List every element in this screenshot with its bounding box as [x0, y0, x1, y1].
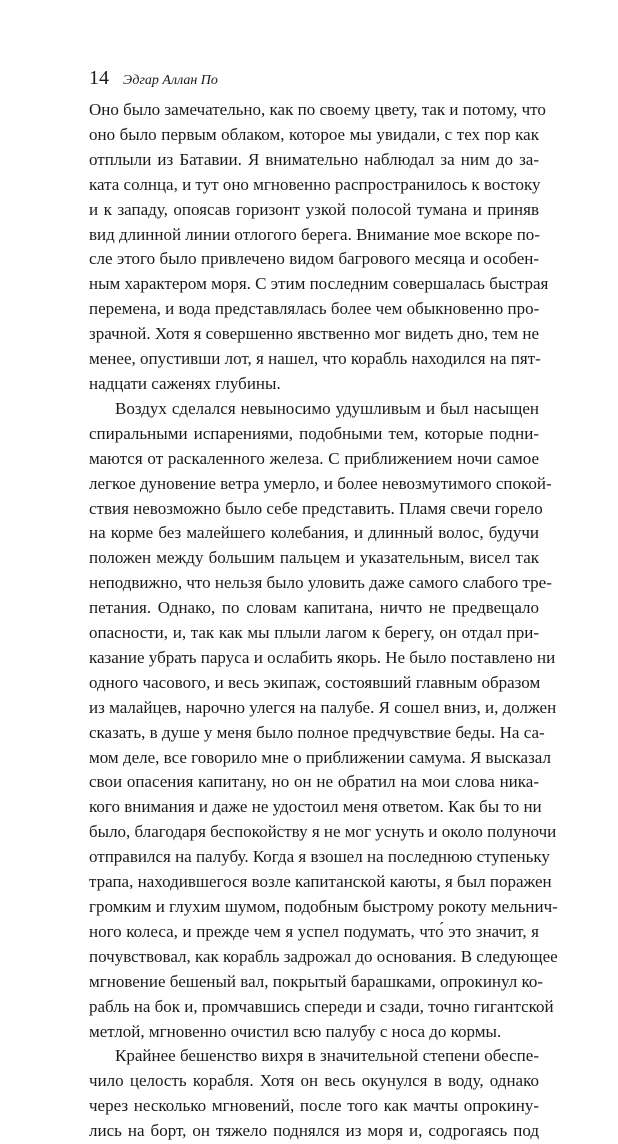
paragraph	[89, 1044, 539, 1144]
text-line: на корме без малейшего колебания, и длинный волос, будучи	[89, 523, 539, 543]
text-line: Воздух сделался невыносимо удушливым и был насыщен	[115, 398, 539, 418]
text-line: трапа, находившегося возле капитанской каюты, я был поражен	[89, 872, 552, 892]
text-line: сказать, в душе у меня было полное предчувствие беды. На са-	[89, 722, 545, 742]
text-line: отправился на палубу. Когда я взошел на последнюю ступеньку	[89, 847, 550, 867]
text-line: положен между большим пальцем и указательным, висел так	[89, 548, 539, 568]
text-line: метлой, мгновенно очистил всю палубу с носа до кормы.	[89, 1021, 502, 1041]
text-line: кого внимания и даже не удостоил меня ответом. Как бы то ни	[89, 797, 542, 817]
text-line: через несколько мгновений, после того как мачты опрокину-	[89, 1096, 539, 1116]
text-line: и к западу, опоясав горизонт узкой полосой тумана и приняв	[89, 199, 539, 219]
text-line: из малайцев, нарочно улегся на палубе. Я сошел вниз, и, должен	[89, 697, 557, 717]
text-line: отплыли из Батавии. Я внимательно наблюдал за ним до за-	[89, 149, 539, 169]
running-title: Эдгар Аллан По	[123, 73, 218, 88]
text-line: ствия невозможно было себе представить. Пламя свечи горело	[89, 498, 543, 518]
page-number: 14	[89, 67, 109, 89]
text-line: мом деле, все говорило мне о приближении самума. Я высказал	[89, 747, 551, 767]
text-line: было, благодаря беспокойству я не мог уснуть и около полуночи	[89, 822, 557, 842]
text-line: Оно было замечательно, как по своему цвету, так и потому, что	[89, 100, 546, 119]
text-line: ного колеса, и прежде чем я успел подумать, что́ это значит, я	[89, 921, 539, 941]
text-line: свои опасения капитану, но он не обратил на мои слова ника-	[89, 772, 539, 792]
paragraph	[89, 98, 549, 397]
running-head	[89, 66, 539, 98]
text-line: чило целость корабля. Хотя он весь окунулся в воду, однако	[89, 1071, 539, 1091]
text-line: мгновение бешеный вал, покрытый барашками, опрокинул ко-	[89, 971, 544, 991]
text-line: надцати саженях глубины.	[89, 373, 281, 393]
text-line: казание убрать паруса и ослабить якорь. Не было поставлено ни	[89, 647, 556, 667]
body-text	[89, 98, 558, 1144]
text-line: оно было первым облаком, которое мы увидали, с тех пор как	[89, 124, 539, 144]
text-line: менее, опустивши лот, я нашел, что корабль находился на пят-	[89, 349, 541, 369]
text-line: сле этого было привлечено видом багрового месяца и особен-	[89, 249, 539, 269]
text-line: вид длинной линии отлогого берега. Внимание мое вскоре по-	[89, 224, 540, 244]
text-line: перемена, и вода представлялась более чем обыкновенно про-	[89, 299, 540, 319]
paragraph	[89, 397, 558, 1045]
text-line: неподвижно, что нельзя было уловить даже самого слабого тре-	[89, 573, 552, 593]
text-line: ным характером моря. С этим последним совершалась быстрая	[89, 274, 549, 294]
text-line: Крайнее бешенство вихря в значительной степени обеспе-	[115, 1046, 539, 1066]
text-line: лись на борт, он тяжело поднялся из моря и, содрогаясь под	[89, 1121, 539, 1141]
text-line: петания. Однако, по словам капитана, ничто не предвещало	[89, 598, 539, 618]
text-line: зрачной. Хотя я совершенно явственно мог видеть дно, тем не	[89, 324, 539, 344]
book-page	[89, 66, 558, 1144]
text-line: маются от раскаленного железа. С приближением ночи самое	[89, 448, 539, 468]
text-line: почувствовал, как корабль задрожал до основания. В следующее	[89, 946, 558, 966]
text-line: одного часового, и весь экипаж, состоявший главным образом	[89, 672, 541, 692]
text-line: легкое дуновение ветра умерло, и более невозмутимого спокой-	[89, 473, 552, 493]
text-line: рабль на бок и, промчавшись спереди и сзади, точно гигантской	[89, 996, 554, 1016]
text-line: спиральными испарениями, подобными тем, которые подни-	[89, 423, 539, 443]
text-line: опасности, и, так как мы плыли лагом к берегу, он отдал при-	[89, 623, 539, 643]
text-line: громким и глухим шумом, подобным быстрому рокоту мельнич-	[89, 897, 558, 916]
text-line: ката солнца, и тут оно мгновенно распространилось к востоку	[89, 174, 541, 194]
